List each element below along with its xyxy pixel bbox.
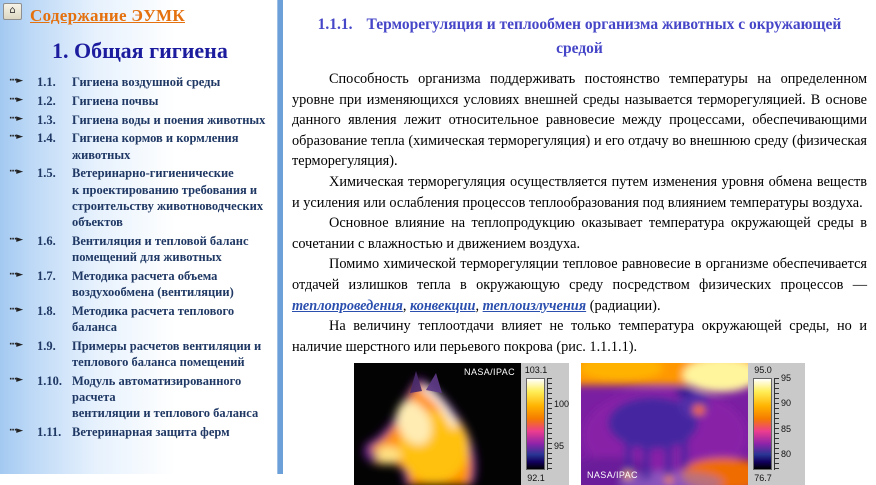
item-number: 1.6. [37,233,56,248]
dotted-arrow-icon: ···► [9,132,23,143]
paragraph [292,172,867,213]
item-number: 1.3. [37,112,56,127]
item-label: Гигиена почвы [72,93,159,108]
dotted-arrow-icon: ···► [9,374,23,385]
item-label: Ветеринарная защита ферм [72,425,230,439]
tick-label: 80 [781,448,792,459]
dotted-arrow-icon: ···► [9,304,23,315]
paragraph [292,69,867,172]
temperature-scale-right [748,363,805,485]
sidebar-item-1-10[interactable] [6,373,275,422]
item-number: 1.4. [37,131,56,146]
item-label: Гигиена воды и поения животных [72,112,266,127]
page-title [292,13,867,61]
dotted-arrow-icon: ···► [9,339,23,350]
paragraph-text: Помимо химической терморегуляции тепловое равновесие в организме обеспечивается отдачей излишков тепла в окружающую среду посредством физических процессов — [292,256,867,293]
thermal-image-horse [354,363,521,485]
item-label: Методика расчета объема воздухообмена (вентиляции) [72,268,234,299]
figure-row [292,363,867,485]
scale-max-label: 103.1 [524,365,548,376]
section-heading: 1. Общая гигиена [52,38,228,63]
dotted-arrow-icon: ···► [9,269,23,280]
paragraph-text: Химическая терморегуляция осуществляется путем изменения уровня обмена веществ и усиления или ослабления процессов теплообразования под влиянием температуры воздуха. [292,174,867,211]
item-label: Гигиена воздушной среды [72,75,221,89]
paragraph-text: Основное влияние на теплопродукцию оказывает температура окружающей среды в сочетании с влажностью и движением воздуха. [292,215,867,252]
scale-max-label: 95.0 [754,365,772,376]
dotted-arrow-icon: ···► [9,234,23,245]
item-number: 1.8. [37,303,56,318]
home-icon[interactable]: ⌂ [3,3,22,20]
toc-title-link[interactable]: Содержание ЭУМК [30,6,185,25]
scale-min-label: 92.1 [527,473,545,484]
toc-sidebar [0,0,277,474]
page-title-number: 1.1.1. [317,16,353,33]
item-label: Модуль автоматизированного расчета вентиляции и теплового баланса [72,373,259,421]
item-label: Методика расчета теплового баланса [72,303,235,334]
color-bar [753,378,772,470]
item-number: 1.2. [37,93,56,108]
paragraph [292,213,867,254]
item-label: Примеры расчетов вентиляции и теплового баланса помещений [72,338,262,369]
temperature-scale-left [521,363,569,485]
item-label: Гигиена кормов и кормления животных [72,131,239,162]
sidebar-item-1-2[interactable] [6,93,275,109]
paragraph-text: На величину теплоотдачи влияет не только температура окружающей среды, но и наличие шерстного или перьевого покрова (рис. 1.1.1.1). [292,318,867,355]
paragraph [292,316,867,357]
article-body [292,69,867,357]
page-title-text2: средой [556,40,603,58]
toc-list [0,74,277,440]
thermal-panel-horse [354,363,569,485]
scale-ruler [774,378,779,470]
dotted-arrow-icon: ···► [9,426,23,436]
item-number: 1.1. [37,75,56,89]
inline-link[interactable]: конвекции [410,297,476,314]
thermal-image-sheep [581,363,748,485]
scale-min-label: 76.7 [754,473,772,484]
inline-link[interactable]: теплопроведения [292,297,403,314]
sidebar-item-1-9[interactable] [6,338,275,371]
page-title-text: Терморегуляция и теплообмен организма животных с окружающей [366,16,842,33]
tick-label: 95 [781,373,792,384]
dotted-arrow-icon: ···► [9,94,23,105]
dotted-arrow-icon: ···► [9,113,23,124]
tick-label: 95 [554,441,565,452]
scale-ruler [547,378,552,470]
tick-label: 85 [781,423,792,434]
item-number: 1.7. [37,268,56,283]
credit-label: NASA/IPAC [464,367,515,378]
item-number: 1.9. [37,338,56,353]
sidebar-item-1-3[interactable] [6,112,275,128]
tick-label: 90 [781,398,792,409]
item-label: Вентиляция и тепловой баланс помещений для животных [72,233,249,264]
item-number: 1.10. [37,373,62,388]
item-number: 1.11. [37,425,62,439]
color-bar [526,378,545,470]
sidebar-item-1-6[interactable] [6,233,275,266]
sidebar-item-1-5[interactable] [6,165,275,230]
sidebar-item-1-11[interactable] [6,424,275,440]
sidebar-item-1-7[interactable] [6,268,275,301]
tick-label: 100 [554,399,570,410]
sidebar-item-1-4[interactable] [6,130,275,163]
paragraph-text: (радиации). [586,297,661,314]
item-label: Ветеринарно-гигиенические к проектированию требования и строительству животноводческих объектов [72,166,264,229]
credit-label: NASA/IPAC [587,470,638,481]
content-pane [283,0,876,484]
item-number: 1.5. [37,166,56,181]
paragraph-text: Способность организма поддерживать постоянство температуры на определенном уровне при изменяющихся условиях внешней среды называется терморегуляцией. В основе данного явления лежит относительное равновесие между процессами, обеспечивающими образование тепла (химическая терморегуляция) и его отдачу во внешнюю среду (физическая терморегуляция). [292,71,867,170]
paragraph-text: , [475,297,483,314]
thermal-panel-sheep [581,363,805,485]
dotted-arrow-icon: ···► [9,76,23,86]
paragraph-text: , [402,297,411,314]
sidebar-item-1-8[interactable] [6,303,275,336]
inline-link[interactable]: теплоизлучения [482,297,587,314]
dotted-arrow-icon: ···► [9,167,23,178]
sidebar-item-1-1[interactable] [6,74,275,90]
paragraph [292,254,867,316]
